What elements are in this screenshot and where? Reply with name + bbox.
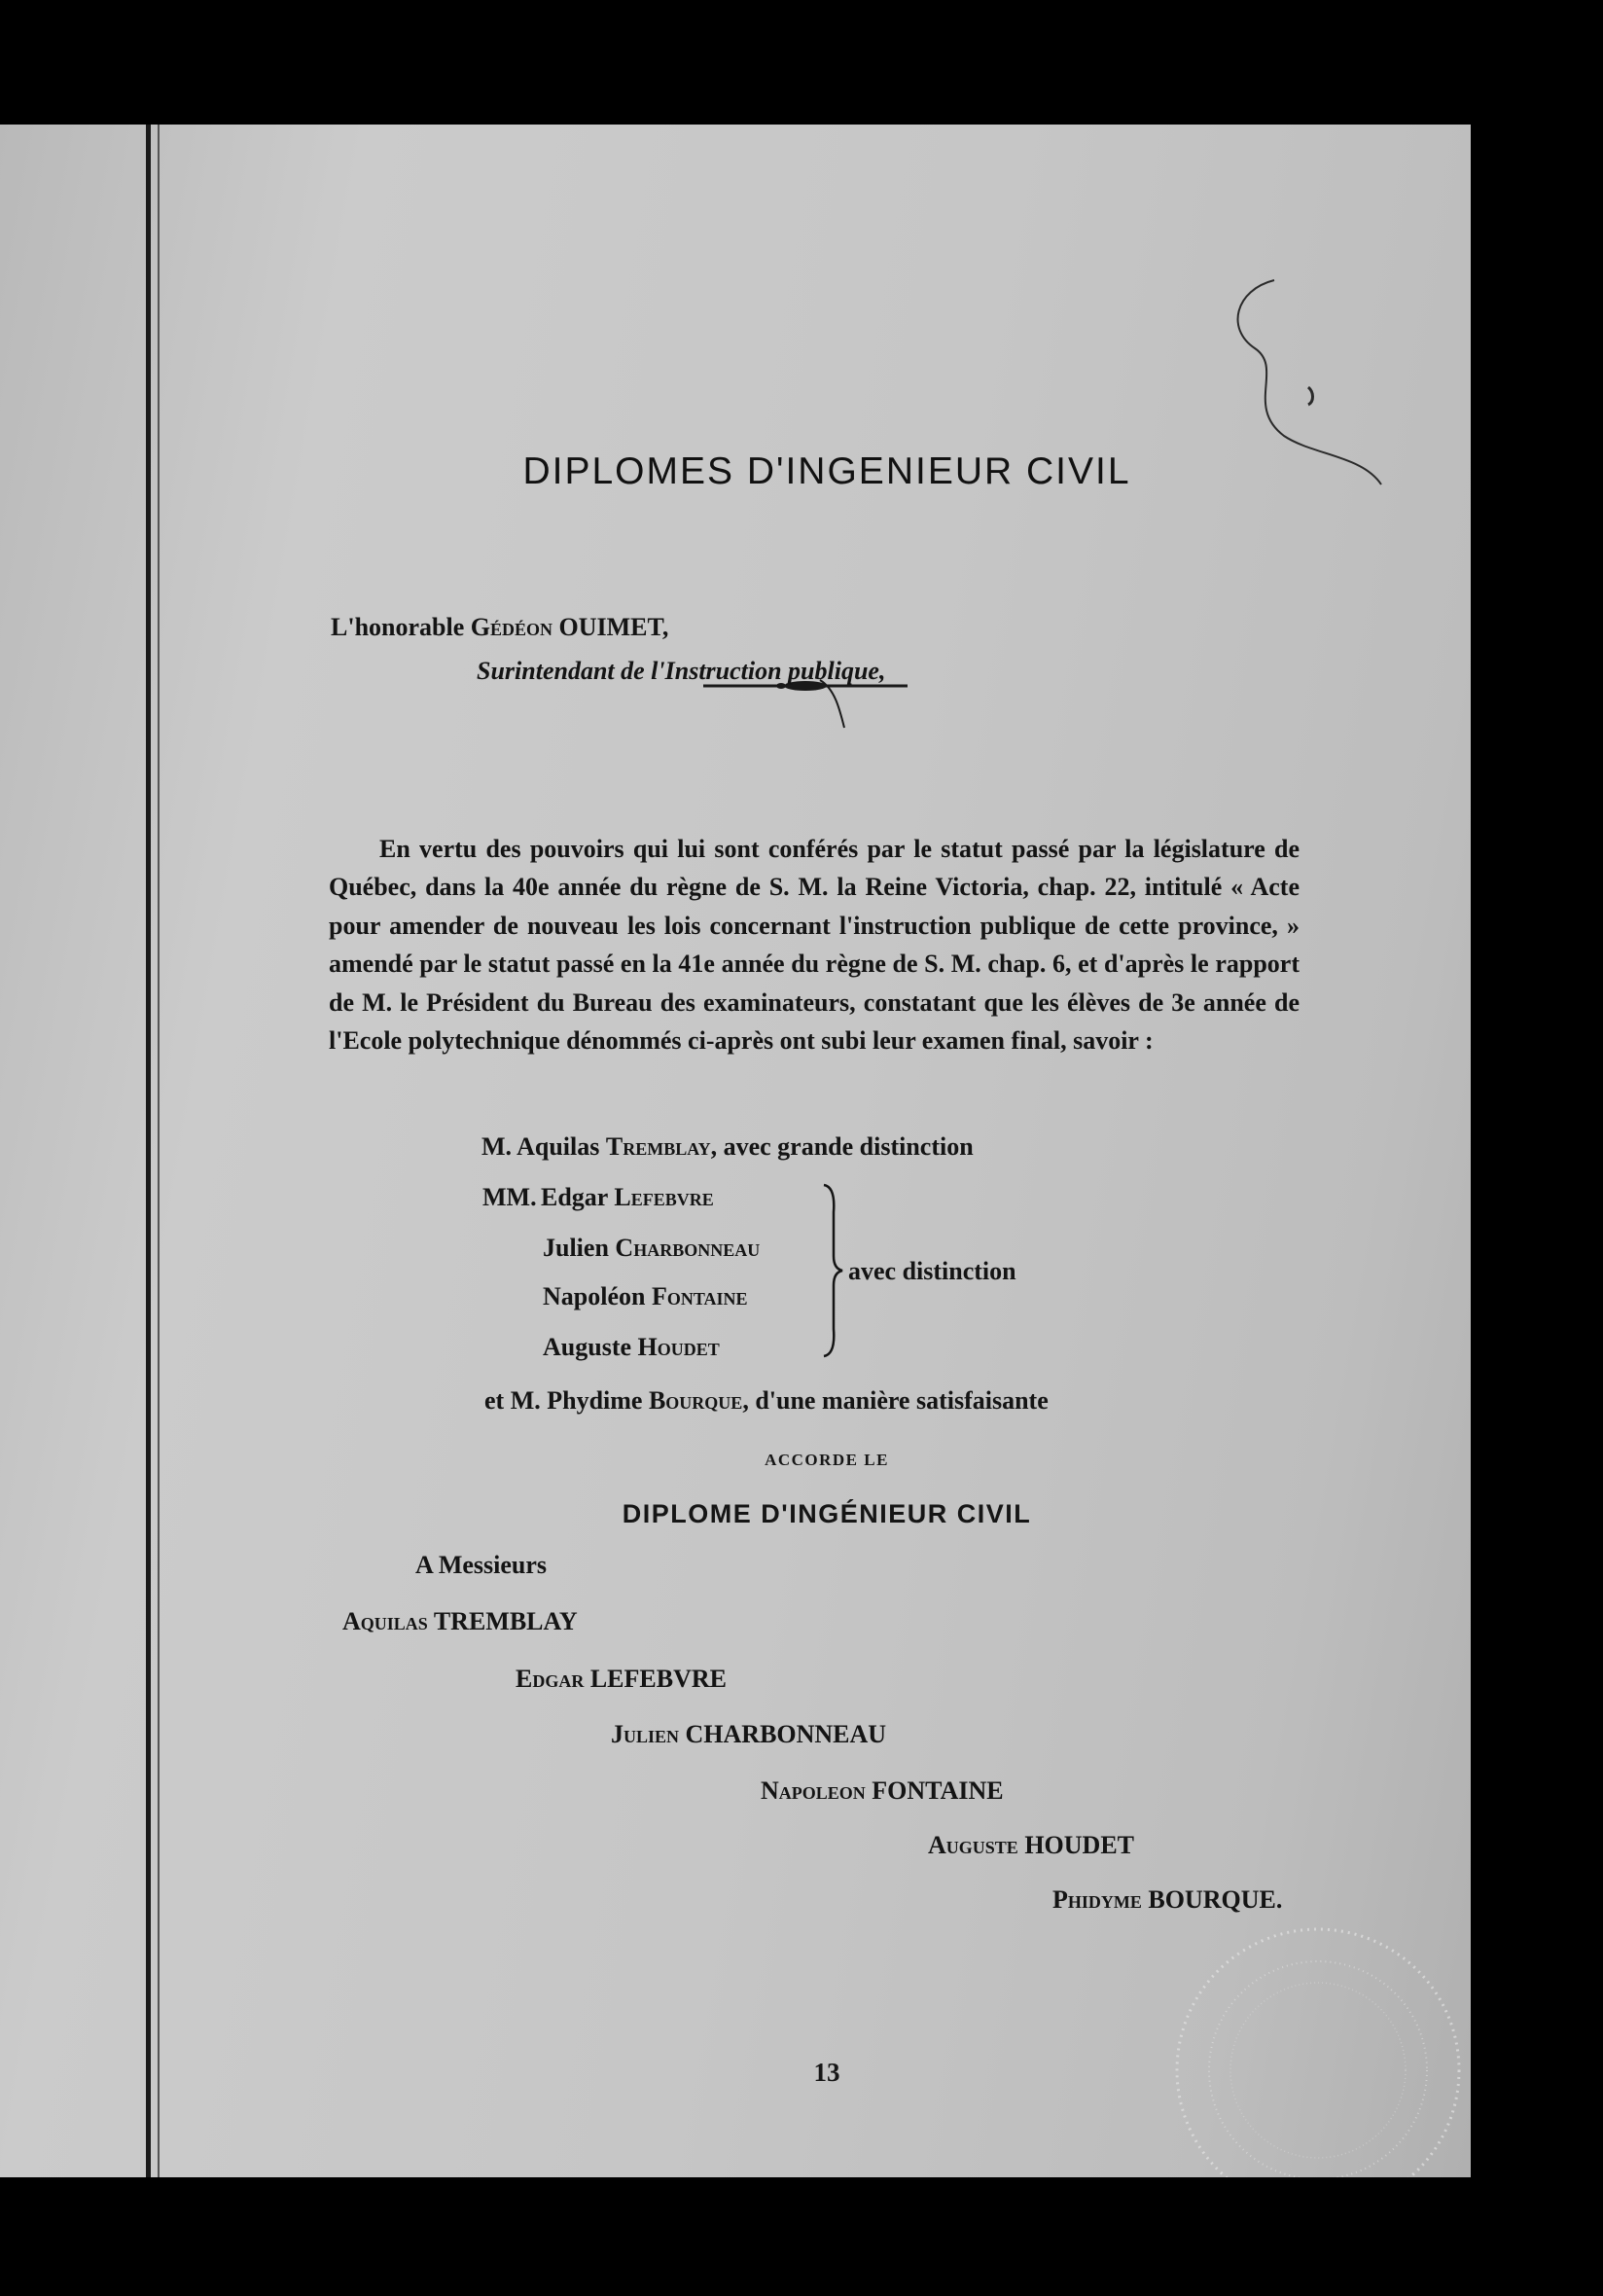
embossed-seal	[1153, 1924, 1471, 2177]
graduate-group-3: Napoléon Fontaine	[543, 1282, 748, 1310]
a-messieurs-label: A Messieurs	[415, 1551, 548, 1579]
graduate-first: M. Aquilas Tremblay, avec grande distinction	[481, 1132, 974, 1161]
binding-edge	[146, 125, 151, 2177]
diploma-heading: DIPLOME D'INGÉNIEUR CIVIL	[622, 1499, 1032, 1528]
graduate-group-1: Edgar Lefebvre	[541, 1183, 714, 1211]
page-number: 13	[813, 2058, 840, 2087]
addressee-line	[331, 613, 668, 642]
addressee-last-name: OUIMET,	[558, 613, 669, 641]
graduate-group-2: Julien Charbonneau	[543, 1234, 761, 1262]
page-title: DIPLOMES D'INGENIEUR CIVIL	[522, 450, 1131, 492]
accorde-le-label: ACCORDE LE	[765, 1451, 889, 1469]
main-paragraph: En vertu des pouvoirs qui lui sont conférés par le statut passé par la législature de Québec, dans la 40e année du règne de S. M. la Reine Victoria, chap. 22, intitulé « Acte pour amender de nouveau les lois concernant l'instruction publique de cette province, » amendé par le statut passé en la 41e année du règne de S. M. chap. 6, et d'après le rapport de M. le Président du Bureau des examinateurs, constatant que les élèves de 3e année de l'Ecole polytechnique dénommés ci-après ont subi leur examen final, savoir :	[329, 835, 1300, 1056]
graduates-group-prefix: MM.	[482, 1183, 537, 1211]
signatory-1: Aquilas TREMBLAY	[342, 1607, 578, 1635]
signatory-2: Edgar LEFEBVRE	[516, 1665, 727, 1693]
signatory-3: Julien CHARBONNEAU	[611, 1720, 887, 1748]
addressee-prefix: L'honorable	[331, 613, 471, 641]
graduate-last: et M. Phydime Bourque, d'une manière satisfaisante	[484, 1386, 1049, 1415]
signatory-4: Napoleon FONTAINE	[761, 1776, 1004, 1805]
graduate-group-4: Auguste Houdet	[543, 1333, 720, 1361]
right-brace	[822, 1183, 843, 1358]
binding-edge-shadow	[158, 125, 160, 2177]
addressee-office: Surintendant de l'Instruction publique,	[477, 657, 886, 685]
signatory-5: Auguste HOUDET	[928, 1831, 1134, 1859]
group-distinction-note: avec distinction	[848, 1257, 1016, 1285]
signatory-6: Phidyme BOURQUE.	[1052, 1885, 1283, 1914]
document-page	[0, 125, 1471, 2177]
addressee-first-name: Gédéon	[470, 613, 552, 641]
